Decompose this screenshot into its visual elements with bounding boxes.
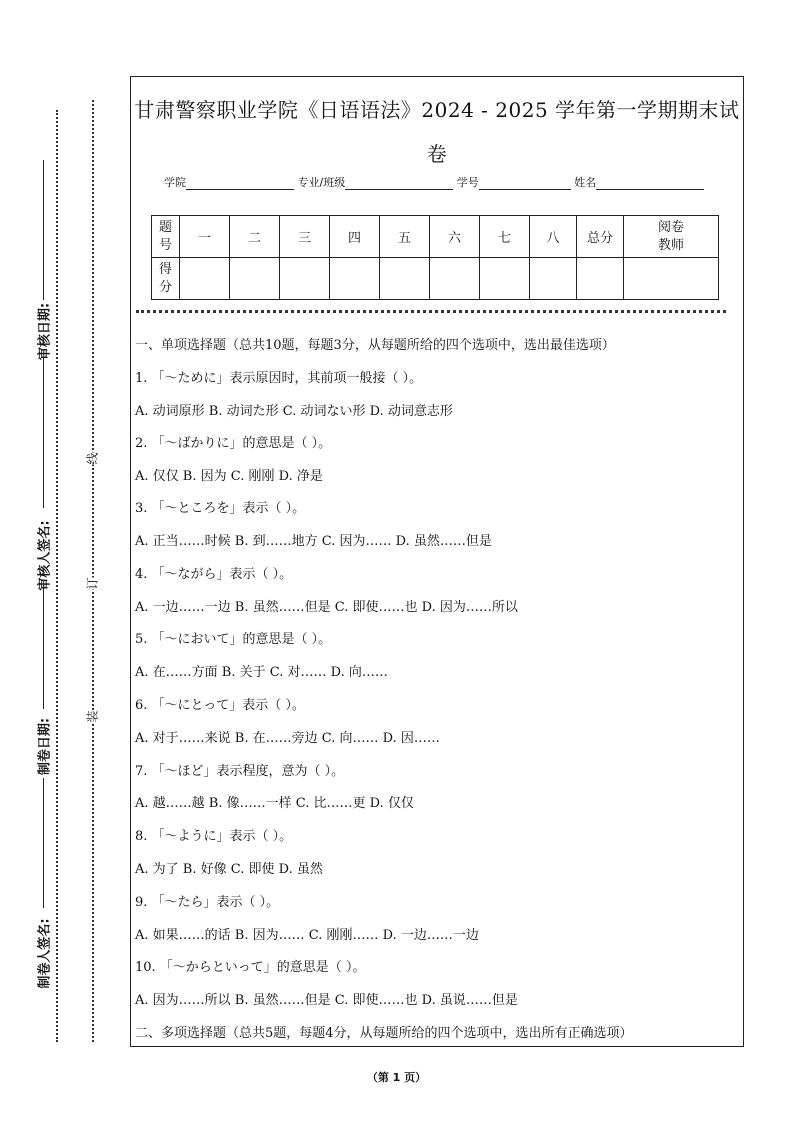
question-8-options: A. 为了 B. 好像 C. 即使 D. 虽然 [135,862,323,877]
student-id-blank[interactable] [479,177,571,190]
score-cell-total[interactable] [577,258,624,300]
question-8: 8. 「～ように」表示（ ）。 [135,829,293,844]
score-cell-6[interactable] [430,258,480,300]
question-5: 5. 「～において」的意思是（ ）。 [135,632,332,647]
exam-title-line2: 卷 [426,142,448,166]
sign-line-reviewer-date [43,160,44,300]
score-col-total: 总分 [577,216,624,258]
major-class-label: 专业/班级 [297,176,346,189]
student-id-label: 学号 [456,176,479,189]
score-cell-2[interactable] [230,258,280,300]
college-blank[interactable] [186,177,294,190]
question-7-options: A. 越……越 B. 像……一样 C. 比……更 D. 仅仅 [135,796,414,811]
college-label: 学院 [164,176,186,189]
question-10: 10. 「～からといって」的意思是（ ）。 [135,960,366,975]
score-cell-5[interactable] [380,258,430,300]
question-4-options: A. 一边……一边 B. 虽然……但是 C. 即使……也 D. 因为……所以 [135,600,518,615]
page-footer: （第 1 页） [366,1071,427,1084]
question-2-options: A. 仅仅 B. 因为 C. 刚刚 D. 净是 [135,469,323,484]
score-col-7: 七 [480,216,530,258]
question-1-options: A. 动词原形 B. 动词た形 C. 动词ない形 D. 动词意志形 [135,404,453,419]
score-cell-7[interactable] [480,258,530,300]
score-cell-4[interactable] [330,258,380,300]
reviewer-sign-label: 审核人签名: [37,520,53,591]
section-1-heading: 一、单项选择题（总共10题，每题3分，从每题所给的四个选项中，选出最佳选项） [135,338,615,353]
score-table-score-label: 得 分 [152,258,180,300]
student-info-row [164,174,704,190]
reviewer-date-label: 审核日期: [37,302,53,361]
score-cell-3[interactable] [280,258,330,300]
question-4: 4. 「～ながら」表示（ ）。 [135,567,293,582]
score-col-2: 二 [230,216,280,258]
section-divider [136,310,726,313]
maker-sign-label: 制卷人签名: [37,918,53,989]
score-col-5: 五 [380,216,430,258]
score-col-8: 八 [530,216,577,258]
question-1: 1. 「～ために」表示原因时，其前项一般接（ ）。 [135,371,423,386]
name-blank[interactable] [596,177,704,190]
sign-line-maker-date [43,583,44,709]
question-3: 3. 「～ところを」表示（ ）。 [135,501,306,516]
exam-title-line1: 甘肃警察职业学院《日语语法》2024 - 2025 学年第一学期期末试 [134,98,740,122]
score-cell-grader[interactable] [624,258,719,300]
score-table-header-label: 题 号 [152,216,180,258]
sign-line-reviewer-sign [43,358,44,508]
binding-char-ding: 订 [82,577,103,589]
question-6-options: A. 对于……来说 B. 在……旁边 C. 向…… D. 因…… [135,731,440,746]
question-2: 2. 「～ばかりに」的意思是（ ）。 [135,436,332,451]
question-10-options: A. 因为……所以 B. 虽然……但是 C. 即使……也 D. 虽说……但是 [135,993,518,1008]
question-9: 9. 「～たら」表示（ ）。 [135,895,280,910]
score-cell-8[interactable] [530,258,577,300]
score-col-grader: 阅卷 教师 [624,216,719,258]
question-7: 7. 「～ほど」表示程度，意为（ ）。 [135,764,345,779]
binding-char-zhuang: 装 [82,710,103,722]
score-col-6: 六 [430,216,480,258]
question-3-options: A. 正当……时候 B. 到……地方 C. 因为…… D. 虽然……但是 [135,534,492,549]
question-9-options: A. 如果……的话 B. 因为…… C. 刚刚…… D. 一边……一边 [135,928,479,943]
score-table [151,215,719,300]
score-col-3: 三 [280,216,330,258]
section-2-heading: 二、多项选择题（总共5题，每题4分，从每题所给的四个选项中，选出所有正确选项） [135,1026,633,1041]
major-class-blank[interactable] [345,177,453,190]
score-col-4: 四 [330,216,380,258]
binding-dotted-line-left [56,110,58,1042]
question-5-options: A. 在……方面 B. 关于 C. 对…… D. 向…… [135,665,388,680]
score-table-score-row [152,258,719,300]
exam-title [130,88,744,176]
binding-char-xian: 线 [82,452,103,464]
score-col-1: 一 [180,216,230,258]
name-label: 姓名 [574,176,597,189]
score-cell-1[interactable] [180,258,230,300]
maker-date-label: 制卷日期: [37,717,53,776]
binding-dotted-line-right [92,100,94,1042]
question-6: 6. 「～にとって」表示（ ）。 [135,698,305,713]
score-table-header-row [152,216,719,258]
sign-line-maker-sign [43,778,44,908]
